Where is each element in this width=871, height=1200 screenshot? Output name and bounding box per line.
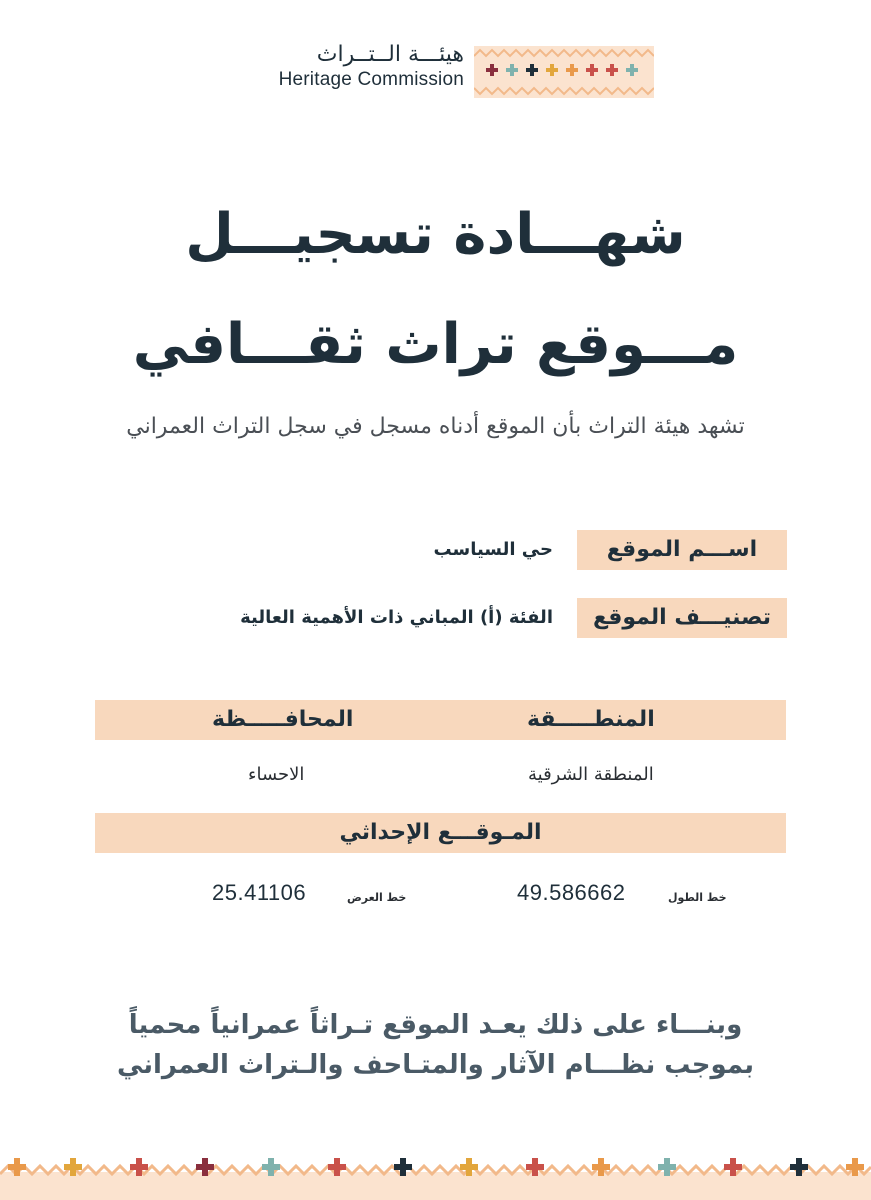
footer-pattern-icon xyxy=(0,1150,871,1200)
logo-text xyxy=(222,42,464,92)
region-value: المنطقة الشرقية xyxy=(528,764,654,785)
certificate-title-line2: مـــوقع تراث ثقـــافي xyxy=(132,312,739,377)
latitude-label: خط العرض xyxy=(347,891,407,904)
longitude-label: خط الطول xyxy=(668,891,727,904)
logo-name-arabic: هيئـــة الــتــراث xyxy=(316,42,464,67)
region-header: المنطـــــقة xyxy=(527,707,655,732)
coordinates-header: المـوقـــع الإحداثي xyxy=(339,820,542,845)
logo-pattern-icon xyxy=(474,46,654,98)
region-governorate-header-band xyxy=(95,700,786,740)
certificate-title-line1: شهـــادة تسجيـــل xyxy=(185,202,686,267)
heritage-commission-logo xyxy=(222,42,657,102)
governorate-header: المحافـــــظة xyxy=(212,707,354,732)
site-class-label: تصنيـــف الموقع xyxy=(577,598,787,638)
certificate-subtitle: تشهد هيئة التراث بأن الموقع أدناه مسجل في سجل التراث العمراني xyxy=(126,414,745,439)
site-name-value: حي السياسب xyxy=(433,539,553,560)
governorate-value: الاحساء xyxy=(248,764,305,785)
closing-line1: وبنـــاء على ذلك يعـد الموقع تـراثاً عمرانياً محمياً xyxy=(128,1010,743,1040)
latitude-value: 25.41106 xyxy=(212,880,307,905)
closing-line2: بموجب نظـــام الآثار والمتـاحف والـتراث العمراني xyxy=(116,1050,755,1080)
longitude-value: 49.586662 xyxy=(517,880,626,905)
site-class-value: الفئة (أ) المباني ذات الأهمية العالية xyxy=(240,607,553,628)
site-name-label: اســـم الموقع xyxy=(577,530,787,570)
logo-name-english: Heritage Commission xyxy=(278,69,464,90)
